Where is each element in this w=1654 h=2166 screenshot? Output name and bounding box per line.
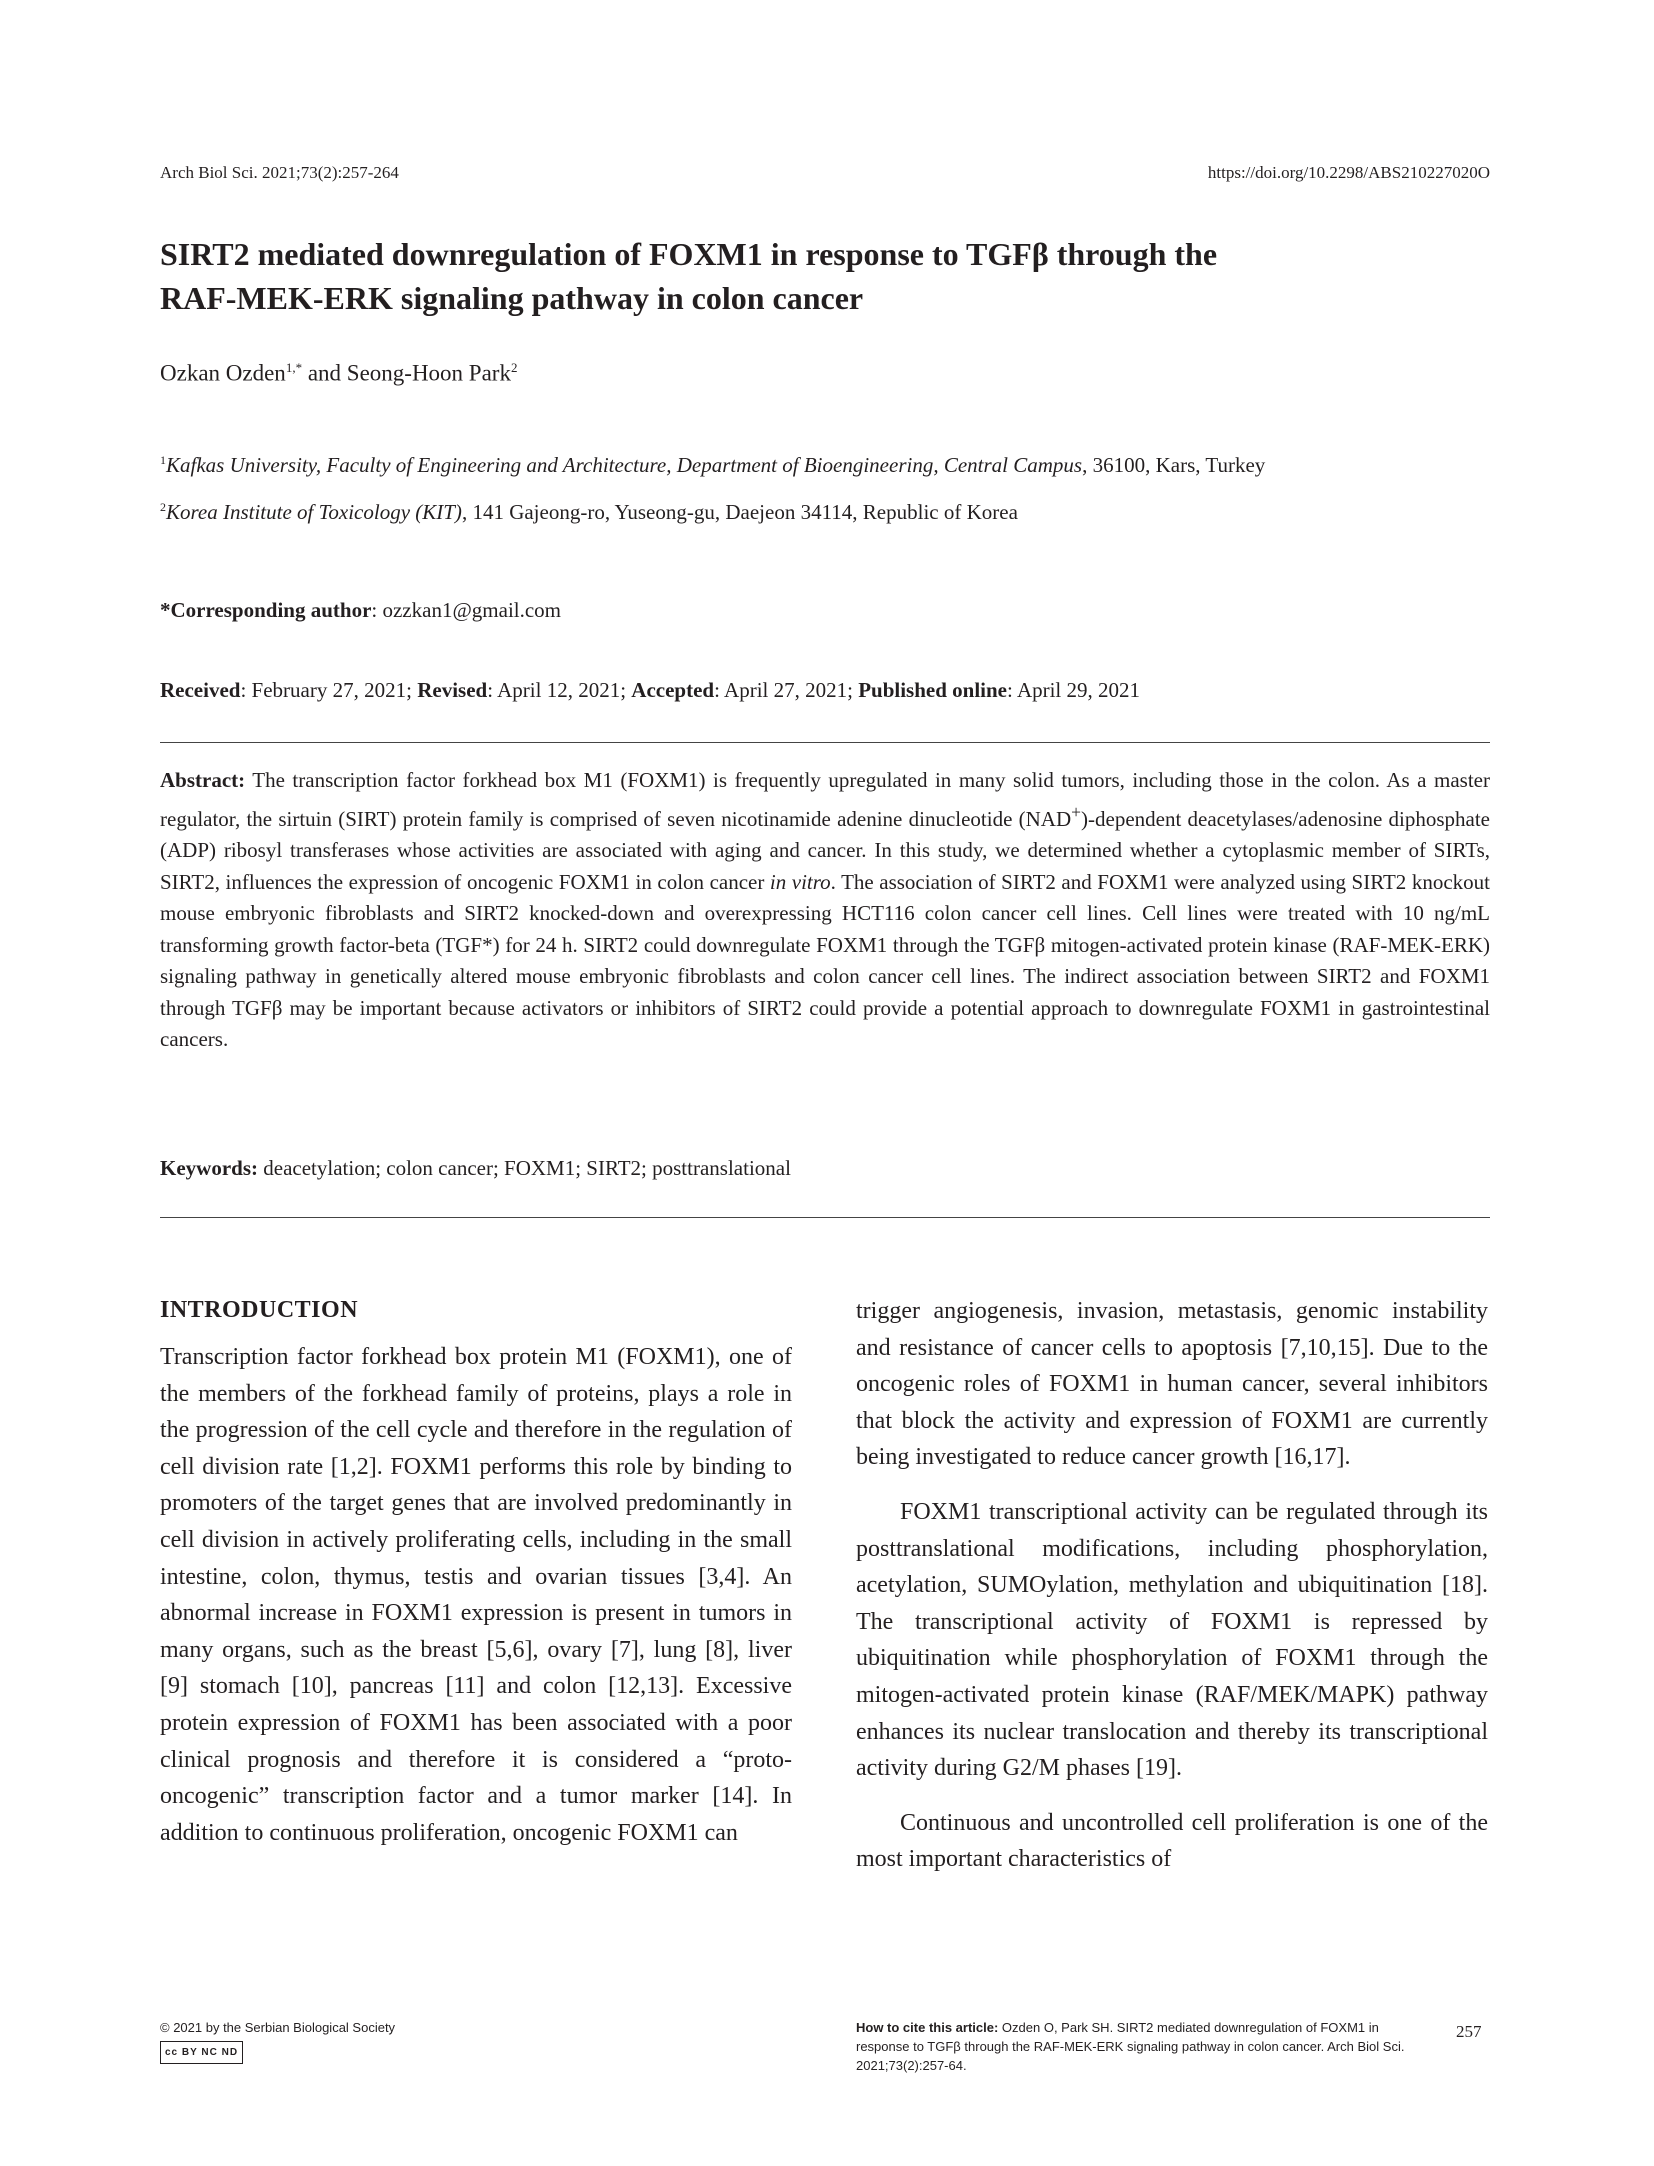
abstract-text: The transcription factor forkhead box M1 (FOXM1) is frequently upregulated in many solid tumors, including those in the colon. As a master regulator, the sirtuin (SIRT) protein family is comprised of seven nicotinamide adenine dinucleotide (NAD — [160, 768, 1490, 831]
author-conjunction: and — [302, 360, 347, 386]
author-superscript: 1,* — [285, 360, 303, 375]
abstract-label: Abstract: — [160, 768, 246, 792]
footer-copyright — [160, 2018, 395, 2064]
accepted-label: Accepted — [631, 678, 715, 702]
introduction-paragraph-3: Continuous and uncontrolled cell proliferation is one of the most important characteristics of — [856, 1809, 1488, 1873]
affiliation-marker: 2 — [160, 500, 166, 514]
revised-date: : April 12, 2021; — [487, 678, 632, 702]
title-line-1: SIRT2 mediated downregulation of FOXM1 in response to TGFβ through the — [160, 236, 1218, 272]
abstract-text: )-dependent deacetylases/adenosine diphosphate (ADP) ribosyl transferases whose activities are associated with aging and cancer. In this study, we determined whether a cytoplasmic member of SIRTs, SIRT2, influences the expression of oncogenic FOXM1 in colon cancer — [160, 806, 1490, 894]
article-title — [160, 232, 1410, 320]
revised-label: Revised — [417, 678, 488, 702]
article-dates — [160, 678, 1490, 703]
author-name: Ozkan Ozden — [160, 360, 286, 386]
received-date: : February 27, 2021; — [240, 678, 418, 702]
footer-citation — [856, 2018, 1416, 2075]
affiliation-marker: 1 — [160, 453, 166, 467]
affiliation-address: , 141 Gajeong-ro, Yuseong-gu, Daejeon 34114, Republic of Korea — [461, 500, 1018, 524]
cite-label: How to cite this article: — [856, 2020, 999, 2035]
journal-citation: Arch Biol Sci. 2021;73(2):257-264 — [160, 163, 399, 182]
corresponding-email[interactable]: : ozzkan1@gmail.com — [371, 598, 562, 622]
abstract-text: . The association of SIRT2 and FOXM1 were analyzed using SIRT2 knockout mouse embryonic fibroblasts and SIRT2 knocked-down and overexpressing HCT116 colon cancer cell lines. Cell lines were treated with 10 ng/mL transforming growth factor-beta (TGF*) for 24 h. SIRT2 could downregulate FOXM1 through the TGFβ mitogen-activated protein kinase (RAF-MEK-ERK) signaling pathway in genetically altered mouse embryonic fibroblasts and colon cancer cell lines. The indirect association between SIRT2 and FOXM1 through TGFβ may be important because activators or inhibitors of SIRT2 could provide a potential approach to downregulate FOXM1 in gastrointestinal cancers. — [160, 869, 1490, 1051]
author-superscript: 2 — [510, 360, 518, 375]
introduction-paragraph-2: FOXM1 transcriptional activity can be regulated through its posttranslational modifications, including phosphorylation, acetylation, SUMOylation, methylation and ubiquitination [18]. The transcriptional activity of FOXM1 is repressed by ubiquitination while phosphorylation of FOXM1 through the mitogen-activated protein kinase (RAF/MEK/MAPK) pathway enhances its nuclear translocation and thereby its transcriptional activity during G2/M phases [19]. — [856, 1498, 1488, 1782]
keywords-label: Keywords: — [160, 1156, 258, 1180]
corresponding-label: *Corresponding author — [160, 598, 372, 622]
abstract-italic: in vitro — [769, 869, 831, 894]
received-label: Received — [160, 678, 241, 702]
published-date: : April 29, 2021 — [1007, 678, 1141, 702]
author-list — [160, 360, 517, 387]
abstract-superscript: + — [1071, 801, 1082, 822]
published-label: Published online — [858, 678, 1008, 702]
title-line-2: RAF-MEK-ERK signaling pathway in colon cancer — [160, 280, 864, 316]
affiliations — [160, 443, 1490, 537]
divider-bottom — [160, 1217, 1490, 1218]
affiliation-institution: Korea Institute of Toxicology (KIT) — [166, 500, 462, 524]
divider-top — [160, 742, 1490, 743]
cite-text: Ozden O, Park SH. SIRT2 mediated downregulation of FOXM1 in response to TGFβ through the RAF-MEK-ERK signaling pathway in colon cancer. Arch Biol Sci. 2021;73(2):257-64. — [856, 2020, 1405, 2073]
keywords-list: deacetylation; colon cancer; FOXM1; SIRT2; posttranslational — [258, 1156, 791, 1180]
column-left — [160, 1293, 792, 1851]
keywords — [160, 1156, 791, 1181]
affiliation-1 — [160, 443, 1490, 482]
introduction-paragraph-continued: trigger angiogenesis, invasion, metastasis, genomic instability and resistance of cancer cells to apoptosis [7,10,15]. Due to the oncogenic roles of FOXM1 in human cancer, several inhibitors that block the activity and expression of FOXM1 are currently being investigated to reduce cancer growth [16,17]. — [856, 1298, 1488, 1471]
doi-link[interactable]: https://doi.org/10.2298/ABS210227020O — [1207, 163, 1490, 182]
copyright-text: © 2021 by the Serbian Biological Society — [160, 2020, 396, 2035]
abstract — [160, 765, 1490, 1056]
author-name: Seong-Hoon Park — [346, 360, 511, 386]
column-right — [856, 1293, 1488, 1878]
affiliation-2 — [160, 490, 1490, 529]
page-number: 257 — [1456, 2022, 1482, 2041]
accepted-date: : April 27, 2021; — [714, 678, 859, 702]
affiliation-address: , 36100, Kars, Turkey — [1082, 453, 1266, 477]
running-head — [160, 163, 1490, 193]
introduction-paragraph-1: Transcription factor forkhead box protein M1 (FOXM1), one of the members of the forkhead family of proteins, plays a role in the progression of the cell cycle and therefore in the regulation of cell division rate [1,2]. FOXM1 performs this role by binding to promoters of the target genes that are involved predominantly in cell division in actively proliferating cells, including in the small intestine, colon, thymus, testis and ovarian tissues [3,4]. An abnormal increase in FOXM1 expression is present in tumors in many organs, such as the breast [5,6], ovary [7], lung [8], liver [9] stomach [10], pancreas [11] and colon [12,13]. Excessive protein expression of FOXM1 has been associated with a poor clinical prognosis and therefore it is considered a “proto-oncogenic” transcription factor and a tumor marker [14]. In addition to continuous proliferation, oncogenic FOXM1 can — [160, 1344, 792, 1846]
affiliation-institution: Kafkas University, Faculty of Engineering and Architecture, Department of Bioengineering, Central Campus — [166, 453, 1083, 477]
creative-commons-icon[interactable]: cc BY NC ND — [160, 2041, 243, 2064]
section-heading-introduction: INTRODUCTION — [160, 1297, 359, 1323]
corresponding-author — [160, 598, 561, 623]
